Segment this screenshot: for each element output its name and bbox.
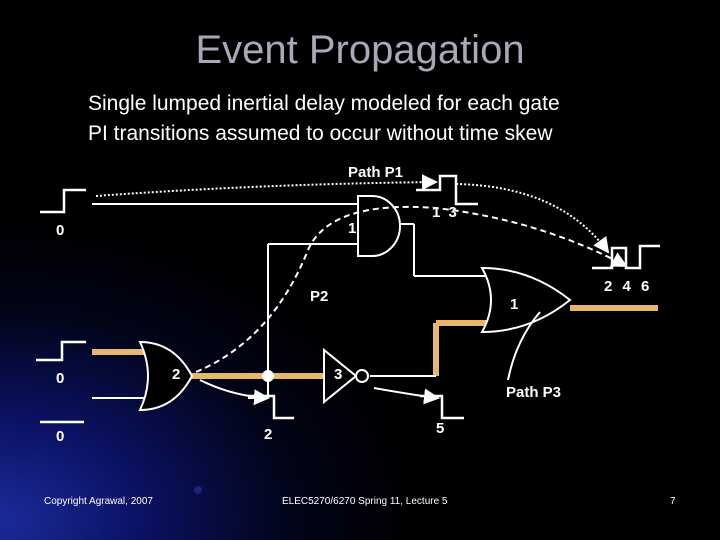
or-gate-right (482, 268, 570, 332)
label-path-p1: Path P1 (348, 164, 404, 181)
final-output-waveform (592, 246, 660, 268)
slide-title: Event Propagation (195, 28, 525, 72)
label-input-a: 0 (56, 222, 65, 239)
label-input-c: 0 (56, 428, 65, 445)
label-or2-delay: 1 (510, 296, 519, 313)
label-or1-delay: 2 (172, 366, 181, 383)
label-path-p3: Path P3 (506, 384, 562, 401)
decor-dot (194, 486, 202, 494)
footer-page-number: 7 (670, 496, 676, 507)
and-output-waveform (416, 176, 478, 204)
not-output-waveform (420, 396, 464, 418)
fanout-dot (262, 370, 274, 382)
footer-copyright: Copyright Agrawal, 2007 (44, 496, 153, 507)
label-path-p2: P2 (310, 288, 329, 305)
label-output-times: 2 4 6 (604, 278, 653, 295)
label-and-times: 1 3 (432, 204, 459, 221)
label-not-delay: 3 (334, 366, 343, 383)
bullet-no-skew: PI transitions assumed to occur without time skew (88, 122, 553, 145)
footer-course: ELEC5270/6270 Spring 11, Lecture 5 (282, 496, 448, 507)
path-p2-curve (196, 250, 308, 372)
label-branch-time: 2 (264, 426, 273, 443)
label-input-b: 0 (56, 370, 65, 387)
or-gate-left (140, 342, 192, 410)
path-p1-arrow-out (456, 184, 608, 252)
not-gate-bubble (356, 370, 368, 382)
branch-waveform (248, 396, 294, 418)
bullet-lumped-delay: Single lumped inertial delay modeled for each gate (88, 92, 560, 115)
label-and-delay: 1 (348, 220, 357, 237)
and-gate (358, 196, 400, 256)
path-p1-arrow (96, 182, 436, 196)
label-not-out-time: 5 (436, 420, 445, 437)
